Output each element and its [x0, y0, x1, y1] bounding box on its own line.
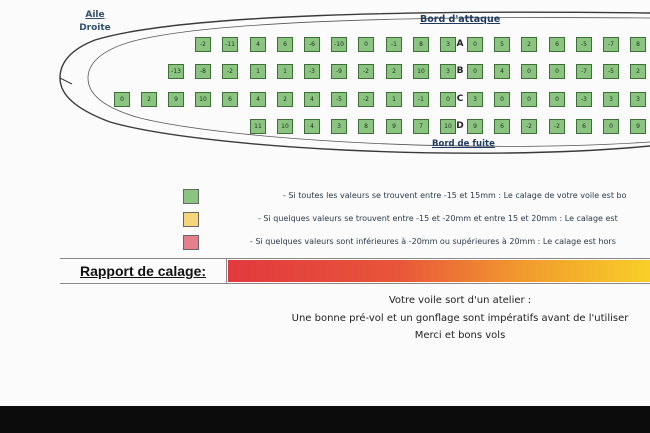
measurement-cell: 0: [467, 37, 483, 52]
measurement-cell: -9: [331, 64, 347, 79]
measurement-cell: 11: [250, 119, 266, 134]
measurement-cell: 1: [277, 64, 293, 79]
message-line-1: Votre voile sort d'un atelier :: [388, 295, 532, 306]
measurement-cell: 3: [630, 92, 646, 107]
message-line-2: Une bonne pré-vol et un gonflage sont impératifs avant de l'utiliser: [291, 312, 629, 324]
measurement-cell: -5: [603, 64, 619, 79]
measurement-cell: 0: [358, 37, 374, 52]
measurement-cell: 10: [277, 119, 293, 134]
legend-text-ok: - Si toutes les valeurs se trouvent entre -15 et 15mm : Le calage de votre voile est bo: [283, 191, 627, 200]
measurement-cell: 1: [386, 92, 402, 107]
row-letter-a: A: [456, 39, 464, 49]
measurement-cell: -5: [331, 92, 347, 107]
wing-title-line2: Droite: [79, 23, 111, 33]
measurement-cell: 6: [494, 119, 510, 134]
measurement-cell: 3: [603, 92, 619, 107]
measurement-cell: 0: [603, 119, 619, 134]
measurement-cell: -2: [222, 64, 238, 79]
measurement-cell: -11: [222, 37, 238, 52]
measurement-cell: -10: [331, 37, 347, 52]
measurement-cell: -1: [386, 37, 402, 52]
measurement-cell: 8: [413, 37, 429, 52]
closing-message: [270, 292, 650, 345]
measurement-cell: 5: [494, 37, 510, 52]
trailing-edge-label: Bord de fuite: [432, 139, 495, 149]
measurement-cell: 0: [467, 64, 483, 79]
measurement-cell: 8: [630, 37, 646, 52]
measurement-cell: -8: [195, 64, 211, 79]
measurement-cell: 4: [250, 92, 266, 107]
legend-swatch-ok: [183, 189, 199, 204]
measurement-cell: 3: [331, 119, 347, 134]
legend-text-out-of-range: - Si quelques valeurs sont inférieures à -20mm ou supérieures à 20mm : Le calage est hors: [250, 237, 616, 246]
measurement-cell: -7: [603, 37, 619, 52]
measurement-cell: 9: [386, 119, 402, 134]
measurement-cell: 9: [168, 92, 184, 107]
measurement-cell: -6: [304, 37, 320, 52]
message-line-3: Merci et bons vols: [414, 330, 506, 341]
measurement-cell: -5: [576, 37, 592, 52]
wing-tip-cap: [60, 78, 72, 84]
measurement-cell: 3: [440, 64, 456, 79]
measurement-cell: 0: [521, 92, 537, 107]
measurement-cell: -13: [168, 64, 184, 79]
measurement-cell: 6: [549, 37, 565, 52]
measurement-cell: 2: [277, 92, 293, 107]
measurement-cell: -1: [413, 92, 429, 107]
measurement-cell: 4: [494, 64, 510, 79]
measurement-cell: -2: [358, 92, 374, 107]
measurement-cell: 4: [304, 92, 320, 107]
calage-report-bar: [60, 258, 650, 284]
leading-edge-label: Bord d'attaque: [420, 14, 501, 25]
measurement-cell: 0: [440, 92, 456, 107]
measurement-cell: 9: [467, 119, 483, 134]
measurement-cell: -2: [358, 64, 374, 79]
legend-text-warning: - Si quelques valeurs se trouvent entre -15 et -20mm et entre 15 et 20mm : Le calage est: [258, 214, 618, 223]
measurement-cell: 2: [521, 37, 537, 52]
measurement-cell: 10: [440, 119, 456, 134]
bottom-black-bar: [0, 406, 650, 433]
legend-swatch-out-of-range: [183, 235, 199, 250]
measurement-cell: 2: [141, 92, 157, 107]
row-letter-d: D: [456, 121, 464, 131]
measurement-cell: 4: [250, 37, 266, 52]
measurement-cell: 0: [114, 92, 130, 107]
measurement-cell: 7: [413, 119, 429, 134]
measurement-cell: 4: [304, 119, 320, 134]
report-gradient-bar: [228, 260, 650, 282]
measurement-cell: -3: [304, 64, 320, 79]
measurement-cell: 2: [386, 64, 402, 79]
wing-outline: [0, 0, 650, 170]
measurement-cell: 1: [250, 64, 266, 79]
measurement-cell: -2: [521, 119, 537, 134]
measurement-cell: 3: [440, 37, 456, 52]
measurement-cell: -2: [549, 119, 565, 134]
measurement-cell: 0: [549, 92, 565, 107]
measurement-cell: 9: [630, 119, 646, 134]
row-letter-c: C: [456, 94, 464, 104]
measurement-cell: 6: [576, 119, 592, 134]
measurement-cell: 0: [521, 64, 537, 79]
measurement-cell: 0: [549, 64, 565, 79]
legend-swatch-warning: [183, 212, 199, 227]
measurement-cell: 10: [413, 64, 429, 79]
row-letter-b: B: [456, 66, 464, 76]
measurement-cell: 8: [358, 119, 374, 134]
measurement-cell: -3: [576, 92, 592, 107]
measurement-cell: 6: [277, 37, 293, 52]
measurement-cell: 10: [195, 92, 211, 107]
measurement-cell: 3: [467, 92, 483, 107]
measurement-cell: 0: [494, 92, 510, 107]
measurement-cell: -7: [576, 64, 592, 79]
wing-title-line1: Aile: [85, 10, 105, 20]
measurement-cell: 6: [222, 92, 238, 107]
measurement-cell: 2: [630, 64, 646, 79]
report-label: Rapport de calage:: [60, 259, 227, 283]
measurement-cell: -2: [195, 37, 211, 52]
